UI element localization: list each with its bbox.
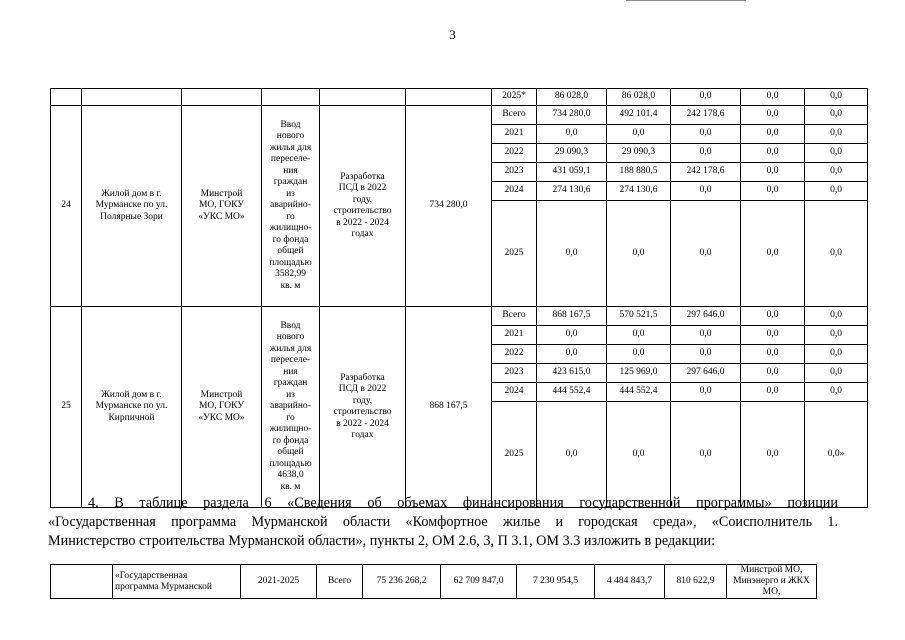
value-cell: 125 969,0 <box>607 364 671 383</box>
value-cell: 0,0 <box>805 383 868 402</box>
value-cell: 29 090,3 <box>607 144 671 163</box>
value-cell: 0,0 <box>805 182 868 201</box>
year-cell: Всего <box>492 307 537 326</box>
value-cell: 0,0 <box>671 125 741 144</box>
program-table <box>50 88 868 508</box>
value-cell: 0,0 <box>607 201 671 307</box>
page-number: 3 <box>449 27 456 42</box>
value-cell: 0,0 <box>671 345 741 364</box>
value-cell: 0,0 <box>537 201 607 307</box>
value-cell: 0,0 <box>741 182 805 201</box>
table-row <box>51 89 868 106</box>
value-cell: 0,0 <box>607 125 671 144</box>
value-cell: 0,0 <box>741 402 805 508</box>
table-row <box>51 307 868 326</box>
value-cell: 444 552,4 <box>607 383 671 402</box>
table-row <box>51 106 868 125</box>
value-cell: 0,0 <box>671 182 741 201</box>
value-cell: 0,0 <box>607 326 671 345</box>
value-cell: 0,0 <box>671 402 741 508</box>
value-cell: 492 101,4 <box>607 106 671 125</box>
value-cell: 0,0 <box>741 201 805 307</box>
financing-value: 75 236 268,2 <box>363 565 441 599</box>
value-cell: 0,0 <box>537 125 607 144</box>
value-cell: 734 280,0 <box>537 106 607 125</box>
value-cell: 0,0 <box>805 345 868 364</box>
paragraph-line-2: «Государственная программа Мурманской области «Комфортное жилье и городская среда», «Соисполнитель 1. <box>48 514 838 530</box>
stage-description: Разработка ПСД в 2022 году, строительство в 2022 - 2024 годах <box>320 307 406 508</box>
value-cell: 0,0 <box>607 345 671 364</box>
year-cell: 2025* <box>492 89 537 106</box>
year-cell: 2025 <box>492 201 537 307</box>
financing-period: 2021-2025 <box>241 565 317 599</box>
value-cell: 0,0 <box>805 326 868 345</box>
value-cell: 297 646,0 <box>671 364 741 383</box>
value-cell: 29 090,3 <box>537 144 607 163</box>
scan-artifact-line <box>626 0 746 3</box>
year-cell: 2023 <box>492 163 537 182</box>
financing-row <box>51 565 817 599</box>
value-cell: 868 167,5 <box>537 307 607 326</box>
value-cell: 86 028,0 <box>607 89 671 106</box>
value-cell: 0,0 <box>805 163 868 182</box>
result-description: Ввод нового жилья для переселе- ния граждан из аварийно- го жилищно- го фонда общей площадью 4638,0 кв. м <box>262 307 320 508</box>
year-cell: Всего <box>492 106 537 125</box>
value-cell: 0,0 <box>741 89 805 106</box>
financing-table <box>50 564 817 599</box>
year-cell: 2024 <box>492 182 537 201</box>
value-cell: 0,0 <box>805 201 868 307</box>
year-cell: 2021 <box>492 326 537 345</box>
object-name: Жилой дом в г. Мурманске по ул. Кирпичной <box>82 307 182 508</box>
financing-value: 4 484 843,7 <box>595 565 665 599</box>
value-cell: 431 059,1 <box>537 163 607 182</box>
empty-cell <box>320 89 406 106</box>
financing-total-label: Всего <box>317 565 363 599</box>
empty-cell <box>406 89 492 106</box>
year-cell: 2023 <box>492 364 537 383</box>
value-cell: 0,0 <box>741 163 805 182</box>
value-cell: 0,0 <box>741 345 805 364</box>
value-cell: 0,0 <box>741 383 805 402</box>
financing-executor: Минстрой МО, Минэнерго и ЖКХ МО, <box>727 565 817 599</box>
year-cell: 2024 <box>492 383 537 402</box>
value-cell: 242 178,6 <box>671 106 741 125</box>
total-cost: 734 280,0 <box>406 106 492 307</box>
value-cell: 0,0 <box>741 125 805 144</box>
value-cell: 444 552,4 <box>537 383 607 402</box>
item-number: 25 <box>51 307 82 508</box>
value-cell: 0,0 <box>607 402 671 508</box>
empty-cell <box>51 89 82 106</box>
value-cell: 0,0 <box>805 125 868 144</box>
value-cell: 0,0 <box>671 89 741 106</box>
value-cell: 0,0 <box>805 364 868 383</box>
year-cell: 2022 <box>492 144 537 163</box>
value-cell: 0,0 <box>741 326 805 345</box>
value-cell: 297 646,0 <box>671 307 741 326</box>
value-cell: 570 521,5 <box>607 307 671 326</box>
value-cell: 0,0 <box>805 89 868 106</box>
total-cost: 868 167,5 <box>406 307 492 508</box>
financing-blank-cell <box>51 565 113 599</box>
year-cell: 2021 <box>492 125 537 144</box>
financing-program-name: «Государственная программа Мурманской <box>113 565 241 599</box>
financing-value: 7 230 954,5 <box>517 565 595 599</box>
financing-value: 810 622,9 <box>665 565 727 599</box>
value-cell: 0,0 <box>741 106 805 125</box>
object-name: Жилой дом в г. Мурманске по ул. Полярные Зори <box>82 106 182 307</box>
value-cell: 0,0 <box>805 106 868 125</box>
paragraph-line-3: Министерство строительства Мурманской области», пункты 2, ОМ 2.6, 3, П 3.1, ОМ 3.3 изложить в редакции: <box>48 533 716 549</box>
year-cell: 2022 <box>492 345 537 364</box>
value-cell: 0,0 <box>741 307 805 326</box>
empty-cell <box>82 89 182 106</box>
value-cell: 0,0 <box>537 345 607 364</box>
value-cell: 0,0 <box>537 402 607 508</box>
year-cell: 2025 <box>492 402 537 508</box>
executor: Минстрой МО, ГОКУ «УКС МО» <box>182 106 262 307</box>
empty-cell <box>262 89 320 106</box>
value-cell: 0,0 <box>671 383 741 402</box>
amendment-paragraph <box>48 494 838 551</box>
value-cell: 0,0 <box>671 326 741 345</box>
empty-cell <box>182 89 262 106</box>
value-cell: 0,0 <box>805 307 868 326</box>
value-cell: 0,0 <box>537 326 607 345</box>
value-cell: 86 028,0 <box>537 89 607 106</box>
value-cell: 0,0 <box>741 144 805 163</box>
executor: Минстрой МО, ГОКУ «УКС МО» <box>182 307 262 508</box>
result-description: Ввод нового жилья для переселе- ния граждан из аварийно- го жилищно- го фонда общей площадью 3582,99 кв. м <box>262 106 320 307</box>
value-cell: 0,0» <box>805 402 868 508</box>
value-cell: 423 615,0 <box>537 364 607 383</box>
table-body <box>51 89 868 508</box>
value-cell: 274 130,6 <box>607 182 671 201</box>
value-cell: 0,0 <box>741 364 805 383</box>
stage-description: Разработка ПСД в 2022 году, строительство в 2022 - 2024 годах <box>320 106 406 307</box>
value-cell: 0,0 <box>805 144 868 163</box>
financing-value: 62 709 847,0 <box>441 565 517 599</box>
paragraph-line-1: 4. В таблице раздела 6 «Сведения об объемах финансирования государственной программы» позиции <box>88 495 838 511</box>
value-cell: 274 130,6 <box>537 182 607 201</box>
value-cell: 0,0 <box>671 201 741 307</box>
value-cell: 188 880,5 <box>607 163 671 182</box>
value-cell: 0,0 <box>671 144 741 163</box>
value-cell: 242 178,6 <box>671 163 741 182</box>
item-number: 24 <box>51 106 82 307</box>
